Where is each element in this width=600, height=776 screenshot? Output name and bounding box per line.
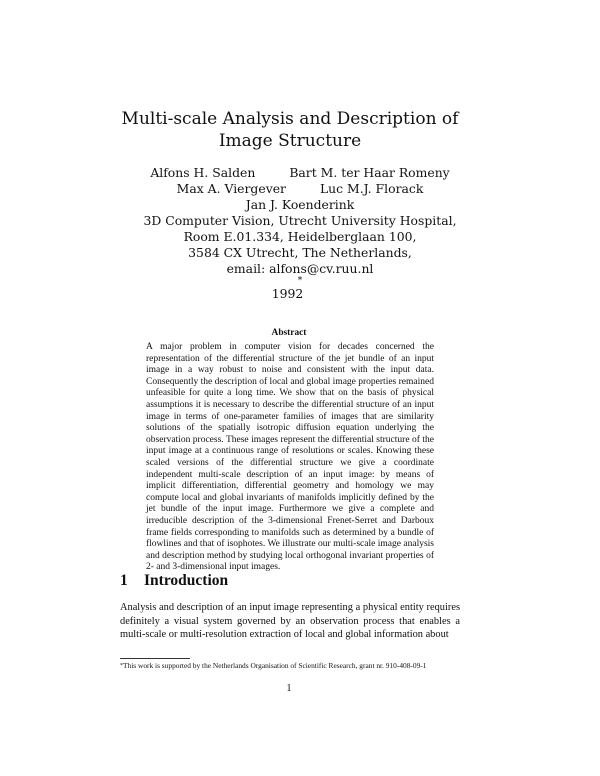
abstract-heading: Abstract	[271, 328, 307, 338]
affiliation-line: 3584 CX Utrecht, The Netherlands,	[188, 245, 412, 260]
abstract-text: A major problem in computer vision for decades concerned the representation of the differential structure of the jet bundle of an input image in a way robust to noise and consistent with the input data. Consequently the description of local and global image properties remained unfeasible for quite a long time. We show that on the basis of physical assumptions it is necessary to describe the differential structure of an input image in terms of one-parameter families of images that are similarity solutions of the spatially isotropic diffusion equation underlying the observation process. These images represent the differential structure of the input image at a continuous range of resolutions or scales. Knowing these scaled versions of the differential structure we give a coordinate independent multi-scale description of an input image: by means of implicit differentiation, differential geometry and homology we may compute local and global invariants of manifolds implicitly defined by the jet bundle of the input image. Furthermore we give a complete and irreducible description of the 3-dimensional Frenet-Serret and Darboux frame fields corresponding to manifolds such as determined by a bundle of flowlines and that of isophotes. We illustrate our multi-scale image analysis and description method by studying local orthogonal invariant properties of 2- and 3-dimensional input images.	[146, 342, 434, 573]
author-row	[0, 197, 600, 213]
section-number: 1	[120, 572, 128, 589]
author-name: Alfons H. Salden	[150, 165, 256, 180]
email-line: email: alfons@cv.ruu.nl	[226, 261, 374, 276]
author-name: Max A. Viergever	[176, 181, 286, 196]
author-row	[0, 165, 600, 181]
author-row	[0, 181, 600, 197]
affiliation-line: 3D Computer Vision, Utrecht University Hospital,	[143, 213, 457, 228]
author-name: Jan J. Koenderink	[245, 197, 355, 212]
page-number: 1	[286, 683, 292, 694]
affiliation-line: Room E.01.334, Heidelberglaan 100,	[183, 229, 417, 244]
introduction-text: Analysis and description of an input image representing a physical entity requires definitely a visual system governed by an observation process that enables a multi-scale or multi-resolution extraction of local and global information about	[120, 602, 460, 641]
section-heading	[120, 572, 228, 590]
author-name: Luc M.J. Florack	[319, 181, 424, 196]
footnote-divider	[120, 658, 190, 659]
publication-date: 1992	[271, 286, 304, 301]
footnote-star: *	[120, 663, 123, 669]
footnote-text: This work is supported by the Netherlands Organisation of Scientific Research, grant nr. 910-408-09-1	[123, 661, 427, 670]
author-block	[0, 165, 600, 285]
footnote-mark: *	[297, 276, 303, 286]
section-title: Introduction	[144, 572, 229, 589]
author-name: Bart M. ter Haar Romeny	[289, 165, 450, 180]
paper-title: Multi-scale Analysis and Description of Image Structure	[121, 109, 459, 151]
footnote	[120, 661, 460, 671]
